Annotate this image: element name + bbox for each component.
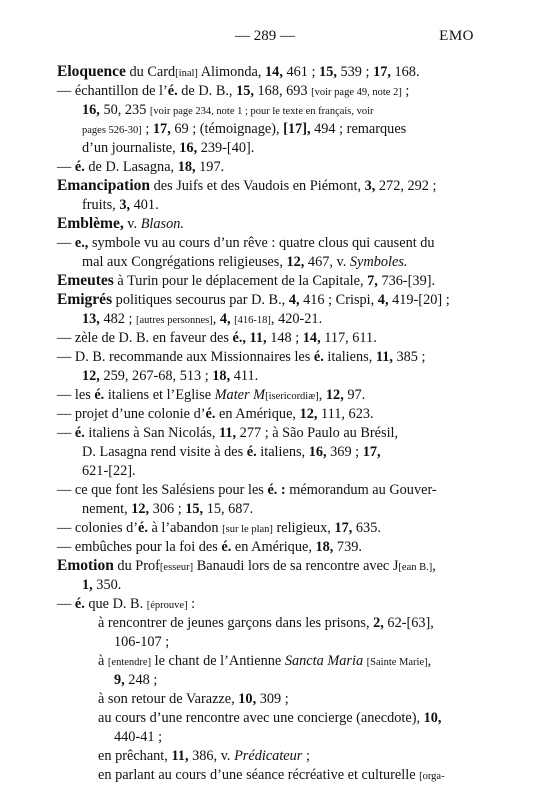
volume-number: [17], xyxy=(283,121,311,137)
editorial-insertion: [416-18] xyxy=(234,315,271,326)
volume-number: 12, xyxy=(286,254,305,270)
volume-number: é. xyxy=(221,539,232,555)
editorial-insertion: [inal] xyxy=(175,68,198,79)
volume-number: 1, xyxy=(82,577,93,593)
index-line xyxy=(57,405,374,423)
index-line xyxy=(98,766,445,786)
volume-number: 10, xyxy=(423,710,442,726)
entry-text: 369 ; xyxy=(326,444,363,460)
entry-text: Alimonda, xyxy=(197,64,266,80)
index-line xyxy=(98,614,434,632)
volume-number: 11, xyxy=(375,349,393,365)
index-line xyxy=(57,557,436,577)
volume-number: é. xyxy=(313,349,324,365)
volume-number: 18, xyxy=(177,159,196,175)
volume-number: 17, xyxy=(152,121,171,137)
entry-text: en parlant au cours d’une séance récréative et culturelle xyxy=(98,767,420,783)
entry-text: — embûches pour la foi des xyxy=(57,539,222,555)
entry-text: ; xyxy=(141,121,153,137)
index-line xyxy=(82,310,322,330)
index-line xyxy=(82,196,159,214)
italic-term: Sancta Maria xyxy=(284,653,364,669)
volume-number: 18, xyxy=(212,368,231,384)
index-line xyxy=(57,158,224,176)
volume-number: 9, xyxy=(114,672,125,688)
entry-text: — xyxy=(57,159,75,175)
entry-text: à l’abandon xyxy=(147,520,223,536)
volume-number: 18, xyxy=(315,539,334,555)
index-line xyxy=(114,671,157,689)
entry-text: 15, 687. xyxy=(203,501,254,517)
entry-text: 62-[63], xyxy=(383,615,434,631)
volume-number: 14, xyxy=(265,64,283,80)
volume-number: 2, xyxy=(373,615,384,631)
italic-term: Blason. xyxy=(140,216,184,232)
entry-text: 106-107 ; xyxy=(114,634,170,650)
entry-text: 385 ; xyxy=(392,349,426,365)
volume-number: é. xyxy=(138,520,148,536)
index-line xyxy=(98,709,442,727)
entry-text: 739. xyxy=(333,539,362,555)
entry-text: 467, v. xyxy=(304,254,350,270)
volume-number: 16, xyxy=(82,102,100,118)
index-line xyxy=(82,462,136,480)
entry-text: 494 ; remarques xyxy=(310,121,407,137)
entry-text: des Juifs et des Vaudois en Piémont, xyxy=(150,178,365,194)
index-line xyxy=(57,386,365,406)
entry-text: en prêchant, xyxy=(98,748,172,764)
entry-text: — échantillon de l’ xyxy=(57,83,168,99)
index-line xyxy=(57,348,426,366)
entry-text: v. xyxy=(123,216,141,232)
entry-text: à son retour de Varazze, xyxy=(98,691,239,707)
entry-text: à Turin pour le déplacement de la Capitale, xyxy=(113,273,368,289)
entry-text: 461 ; xyxy=(282,64,320,80)
entry-text: — projet d’une colonie d’ xyxy=(57,406,206,422)
headword: Eloquence xyxy=(57,63,126,80)
volume-number: 4, xyxy=(219,311,231,327)
index-line xyxy=(82,443,381,461)
entry-text: en Amérique, xyxy=(231,539,316,555)
index-line xyxy=(114,633,169,651)
index-line xyxy=(82,101,374,121)
editorial-insertion: [entendre] xyxy=(107,657,152,668)
editorial-insertion: [éprouve] xyxy=(146,600,188,611)
entry-text: politiques secourus par D. B., xyxy=(112,292,289,308)
entry-text: au cours d’une rencontre avec une concierge (anecdote), xyxy=(98,710,424,726)
entry-text: — les xyxy=(57,387,95,403)
index-line xyxy=(57,63,420,83)
volume-number: 3, xyxy=(119,197,131,213)
volume-number: 11, xyxy=(219,425,237,441)
entry-text: — D. B. recommande aux Missionnaires les xyxy=(57,349,314,365)
volume-number: é. xyxy=(205,406,216,422)
volume-number: 7, xyxy=(367,273,378,289)
entry-text: italiens, xyxy=(256,444,309,460)
index-line xyxy=(57,82,409,102)
running-head: EMO xyxy=(439,28,474,44)
editorial-insertion: [autres personnes] xyxy=(136,315,213,326)
entry-text: 277 ; à São Paulo au Brésil, xyxy=(236,425,399,441)
entry-text: fruits, xyxy=(82,197,120,213)
entry-text: italiens et l’Eglise xyxy=(104,387,215,403)
volume-number: é. xyxy=(74,596,85,612)
headword: Emancipation xyxy=(57,177,151,194)
entry-text: D. Lasagna rend visite à des xyxy=(82,444,247,460)
volume-number: 4, xyxy=(377,292,389,308)
entry-text: symbole vu au cours d’un rêve : quatre clous qui causent du xyxy=(88,235,435,251)
entry-text: à rencontrer de jeunes garçons dans les prisons, xyxy=(98,615,374,631)
index-line xyxy=(57,177,437,195)
index-line xyxy=(57,424,398,442)
entry-text: , xyxy=(212,311,220,327)
entry-text: 309 ; xyxy=(256,691,289,707)
italic-term: Symboles. xyxy=(349,254,408,270)
volume-number: é. xyxy=(167,83,178,99)
volume-number: 10, xyxy=(238,691,257,707)
entry-text: — ce que font les Salésiens pour les xyxy=(57,482,268,498)
index-line xyxy=(98,690,289,708)
volume-number: 15, xyxy=(236,83,254,99)
entry-text: 440-41 ; xyxy=(114,729,163,745)
entry-text: d’un journaliste, xyxy=(82,140,180,156)
volume-number: é. xyxy=(74,425,85,441)
volume-number: é., 11, xyxy=(232,330,267,346)
entry-text: mémorandum au Gouver- xyxy=(285,482,437,498)
editorial-insertion: [ean B.] xyxy=(398,562,433,573)
entry-text: du Card xyxy=(125,64,176,80)
entry-text: , xyxy=(427,653,432,669)
entry-text: , xyxy=(432,558,436,574)
editorial-insertion: [orga- xyxy=(419,771,445,782)
volume-number: é. : xyxy=(267,482,286,498)
entry-text: 111, 623. xyxy=(317,406,374,422)
index-line xyxy=(57,595,195,615)
headword: Emotion xyxy=(57,557,114,574)
volume-number: 11, xyxy=(171,748,189,764)
entry-text: de D. Lasagna, xyxy=(84,159,178,175)
italic-term: Prédicateur xyxy=(234,748,303,764)
entry-text: 635. xyxy=(352,520,381,536)
volume-number: 12, xyxy=(325,387,344,403)
entry-text: à xyxy=(98,653,108,669)
entry-text: italiens, xyxy=(323,349,376,365)
volume-number: 12, xyxy=(299,406,318,422)
entry-text: — xyxy=(57,596,75,612)
index-line xyxy=(57,291,450,309)
entry-text: — zèle de D. B. en faveur des xyxy=(57,330,233,346)
headword: Emeutes xyxy=(57,272,114,289)
index-line xyxy=(57,329,377,347)
index-line xyxy=(57,519,381,539)
entry-text: 272, 292 ; xyxy=(375,178,437,194)
entry-text: 239-[40]. xyxy=(197,140,255,156)
entry-text: Banaudi lors de sa rencontre avec J xyxy=(193,558,399,574)
volume-number: é. xyxy=(246,444,257,460)
entry-text: — xyxy=(57,425,75,441)
entry-text: 197. xyxy=(195,159,225,175)
index-line xyxy=(82,139,254,157)
headword: Emblème, xyxy=(57,215,124,232)
editorial-insertion: [esseur] xyxy=(159,562,194,573)
entry-text: 50, 235 xyxy=(99,102,150,118)
entry-text: 539 ; xyxy=(336,64,374,80)
entry-text: 117, 611. xyxy=(320,330,377,346)
entry-text: 248 ; xyxy=(124,672,158,688)
entry-text: 386, v. xyxy=(188,748,235,764)
entry-text: que D. B. xyxy=(84,596,147,612)
headword: Emigrés xyxy=(57,291,113,308)
entry-text: 350. xyxy=(92,577,122,593)
index-line xyxy=(82,120,406,140)
entry-text: — xyxy=(57,235,75,251)
entry-text: 306 ; xyxy=(149,501,186,517)
editorial-insertion: [isericordiæ] xyxy=(265,391,319,402)
index-line xyxy=(98,652,431,672)
index-line xyxy=(57,234,435,252)
index-line xyxy=(82,253,407,271)
entry-text: de D. B., xyxy=(177,83,237,99)
volume-number: 12, xyxy=(82,368,100,384)
page-number: — 289 — xyxy=(235,28,295,44)
index-line xyxy=(98,747,310,765)
editorial-insertion: [sur le plan] xyxy=(222,524,273,535)
volume-number: 15, xyxy=(319,64,337,80)
index-line xyxy=(82,367,258,385)
index-line xyxy=(82,576,121,594)
volume-number: 14, xyxy=(302,330,321,346)
entry-text: ; xyxy=(401,83,410,99)
index-line xyxy=(57,215,184,233)
entry-text: nement, xyxy=(82,501,132,517)
entry-text: 168. xyxy=(390,64,420,80)
index-line xyxy=(57,481,437,499)
volume-number: e., xyxy=(74,235,89,251)
editorial-insertion: [voir page 234, note 1 ; pour le texte en français, voir xyxy=(149,106,374,117)
editorial-insertion: [Sainte Marie] xyxy=(366,657,428,668)
entry-text: en Amérique, xyxy=(215,406,300,422)
entry-text: religieux, xyxy=(272,520,335,536)
entry-text: 416 ; Crispi, xyxy=(299,292,378,308)
entry-text: 411. xyxy=(230,368,259,384)
editorial-insertion: [voir page 49, note 2] xyxy=(311,87,402,98)
volume-number: 17, xyxy=(362,444,381,460)
index-line xyxy=(114,728,162,746)
index-line xyxy=(57,272,435,290)
volume-number: é. xyxy=(74,159,85,175)
volume-number: 12, xyxy=(131,501,150,517)
index-line xyxy=(57,538,362,556)
entry-text: : xyxy=(187,596,196,612)
entry-text: du Prof xyxy=(113,558,160,574)
volume-number: 13, xyxy=(82,311,100,327)
entry-text: le chant de l’Antienne xyxy=(151,653,285,669)
volume-number: 16, xyxy=(308,444,327,460)
entry-text: — colonies d’ xyxy=(57,520,138,536)
volume-number: 3, xyxy=(364,178,376,194)
volume-number: 17, xyxy=(373,64,391,80)
volume-number: 17, xyxy=(334,520,353,536)
entry-text: 482 ; xyxy=(99,311,137,327)
entry-text: 736-[39]. xyxy=(377,273,436,289)
entry-text: , 420-21. xyxy=(270,311,323,327)
entry-text: , xyxy=(318,387,326,403)
entry-text: 401. xyxy=(130,197,159,213)
volume-number: 15, xyxy=(185,501,204,517)
entry-text: mal aux Congrégations religieuses, xyxy=(82,254,287,270)
entry-text: 69 ; (témoignage), xyxy=(170,121,284,137)
entry-text: 148 ; xyxy=(266,330,303,346)
editorial-insertion: pages 526-30] xyxy=(82,125,142,136)
italic-term: Mater M xyxy=(214,387,266,403)
entry-text: 168, 693 xyxy=(253,83,312,99)
volume-number: 4, xyxy=(288,292,300,308)
entry-text: 97. xyxy=(343,387,366,403)
entry-text: 621-[22]. xyxy=(82,463,136,479)
volume-number: 16, xyxy=(179,140,198,156)
entry-text: italiens à San Nicolás, xyxy=(84,425,219,441)
volume-number: é. xyxy=(94,387,105,403)
entry-text: 419-[20] ; xyxy=(388,292,450,308)
entry-text: 259, 267-68, 513 ; xyxy=(99,368,213,384)
entry-text: ; xyxy=(302,748,310,764)
index-line xyxy=(82,500,253,518)
